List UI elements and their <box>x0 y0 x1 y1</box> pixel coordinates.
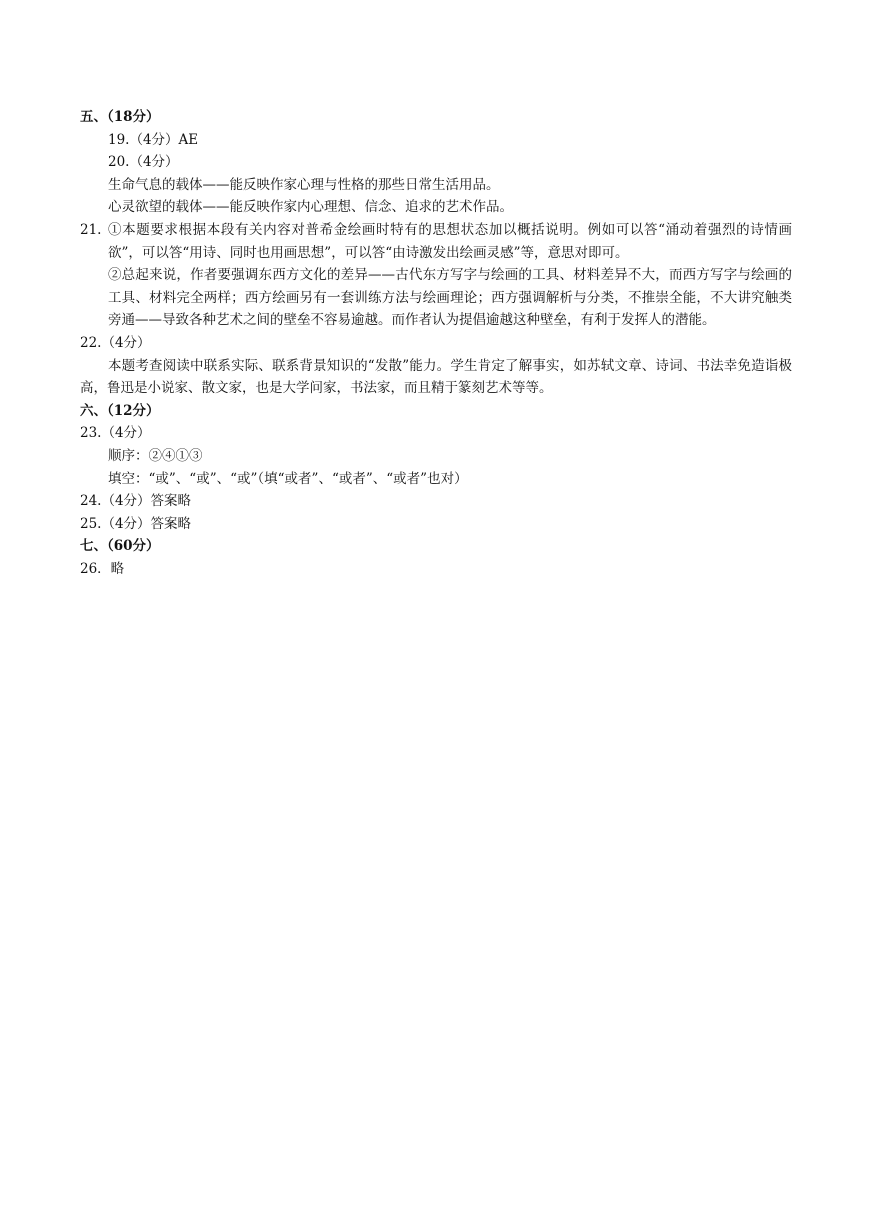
q23-fill: 填空：“或”、“或”、“或”（填“或者”、“或者”、“或者”也对） <box>108 470 468 487</box>
q22-paragraph: 本题考查阅读中联系实际、联系背景知识的“发散”能力。学生肯定了解事实，如苏轼文章、诗词、书法幸免造诣极高，鲁迅是小说家、散文家，也是大学问家，书法家，而且精于篆刻艺术等等。 <box>80 357 792 397</box>
q21-body <box>108 219 792 332</box>
q21-part1: ①本题要求根据本段有关内容对普希金绘画时特有的思想状态加以概括说明。例如可以答“涌动着强烈的诗情画欲”，可以答“用诗、同时也用画思想”，可以答“由诗激发出绘画灵感”等，意思对即可。 <box>108 221 792 261</box>
q22-head: 22.（4分） <box>80 334 151 351</box>
q23-order: 顺序：②④①③ <box>108 447 203 464</box>
q21-number: 21. <box>80 221 102 238</box>
q21-answer <box>80 219 792 332</box>
section-7-title: 七、（60分） <box>80 538 160 555</box>
section-5-title: 五、（18分） <box>80 109 160 125</box>
q20-line1: 生命气息的载体——能反映作家心理与性格的那些日常生活用品。 <box>108 176 500 193</box>
q24-answer: 24.（4分）答案略 <box>80 493 192 510</box>
section-6-title: 六、（12分） <box>80 402 160 419</box>
q23-head: 23.（4分） <box>80 425 151 442</box>
q20-head: 20.（4分） <box>108 154 179 171</box>
q26-answer: 26．略 <box>80 560 125 577</box>
q25-answer: 25.（4分）答案略 <box>80 515 192 532</box>
q20-line2: 心灵欲望的载体——能反映作家内心理想、信念、追求的艺术作品。 <box>108 199 513 216</box>
q19-answer: 19.（4分）AE <box>108 131 199 148</box>
q21-part2: ②总起来说，作者要强调东西方文化的差异——古代东方写字与绘画的工具、材料差异不大，而西方写字与绘画的工具、材料完全两样；西方绘画另有一套训练方法与绘画理论；西方强调解析与分类，不推崇全能，不大讲究触类旁通——导致各种艺术之间的壁垒不容易逾越。而作者认为提倡逾越这种壁垒，有利于发挥人的潜能。 <box>108 267 792 329</box>
answer-key-page <box>80 106 792 580</box>
